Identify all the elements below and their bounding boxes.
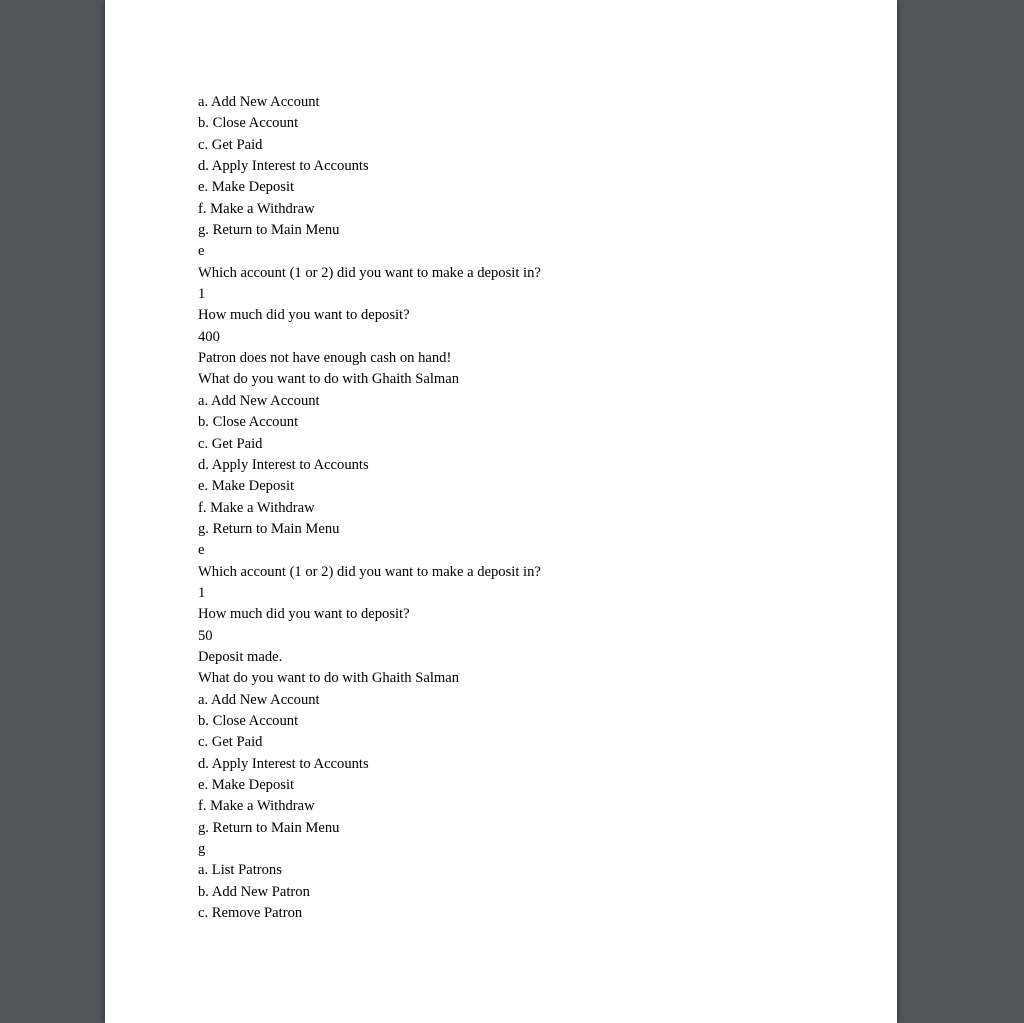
- transcript-line: 1: [198, 286, 206, 303]
- transcript-line: g. Return to Main Menu: [198, 222, 340, 239]
- transcript-line: c. Get Paid: [198, 136, 263, 153]
- transcript-line: 1: [198, 584, 206, 601]
- transcript-line: Patron does not have enough cash on hand!: [198, 350, 452, 367]
- transcript-line: d. Apply Interest to Accounts: [198, 755, 369, 772]
- transcript-line: a. Add New Account: [198, 691, 320, 708]
- transcript-line: How much did you want to deposit?: [198, 307, 410, 324]
- transcript-line: b. Add New Patron: [198, 883, 310, 900]
- document-page: [105, 0, 897, 1023]
- transcript-line: c. Get Paid: [198, 435, 263, 452]
- transcript-line: d. Apply Interest to Accounts: [198, 158, 369, 175]
- transcript-line: e. Make Deposit: [198, 179, 295, 196]
- transcript-line: a. Add New Account: [198, 94, 320, 110]
- transcript-line: f. Make a Withdraw: [198, 798, 315, 815]
- transcript-line: How much did you want to deposit?: [198, 606, 410, 623]
- transcript-line: e: [198, 542, 205, 559]
- transcript-line: 50: [198, 627, 213, 644]
- transcript-line: Which account (1 or 2) did you want to make a deposit in?: [198, 563, 541, 580]
- transcript-line: f. Make a Withdraw: [198, 499, 315, 516]
- transcript-line: g. Return to Main Menu: [198, 819, 340, 836]
- transcript-line: g. Return to Main Menu: [198, 520, 340, 537]
- transcript-line: a. List Patrons: [198, 862, 282, 879]
- transcript-line: d. Apply Interest to Accounts: [198, 456, 369, 473]
- transcript-line: e. Make Deposit: [198, 478, 295, 495]
- transcript-line: e: [198, 243, 205, 260]
- transcript-line: e. Make Deposit: [198, 777, 295, 793]
- transcript-line: g: [198, 841, 206, 858]
- transcript-line: c. Remove Patron: [198, 905, 303, 922]
- transcript-line: b. Close Account: [198, 115, 299, 132]
- transcript-line: Deposit made.: [198, 648, 283, 665]
- console-transcript: [198, 92, 541, 924]
- transcript-line: What do you want to do with Ghaith Salman: [198, 371, 460, 388]
- transcript-line: a. Add New Account: [198, 392, 320, 409]
- transcript-line: What do you want to do with Ghaith Salman: [198, 670, 460, 687]
- transcript-line: 400: [198, 328, 220, 345]
- transcript-line: Which account (1 or 2) did you want to make a deposit in?: [198, 264, 541, 281]
- transcript-line: c. Get Paid: [198, 734, 263, 751]
- transcript-line: b. Close Account: [198, 712, 299, 729]
- transcript-line: b. Close Account: [198, 414, 299, 431]
- transcript-line: f. Make a Withdraw: [198, 200, 315, 217]
